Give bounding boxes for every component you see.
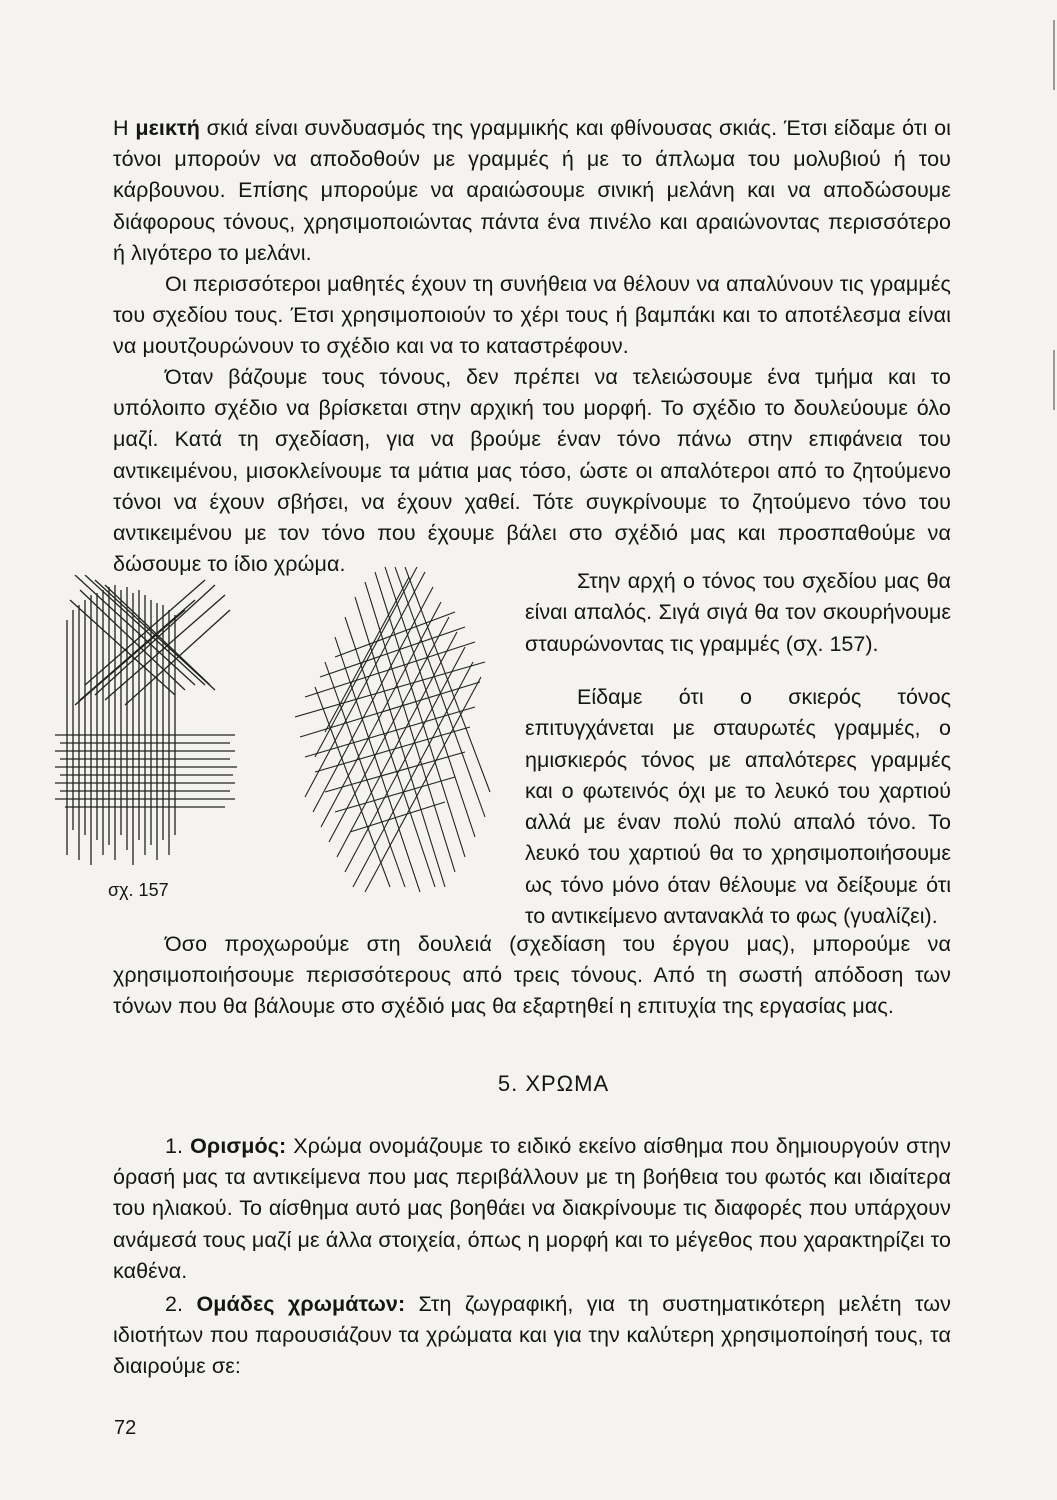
paragraph-tone-types: Είδαμε ότι ο σκιερός τόνος επιτυγχάνεται με σταυρωτές γραμμές, ο ημισκιερός τόνος με απαλότερες γραμμές και ο φωτεινός όχι με το λευκό του χαρτιού αλλά με έναν πολύ πολύ απαλό τόνο. Το λευκό του χαρτιού θα το χρησιμοποιήσουμε ως τόνο μόνο όταν θέλουμε να δείξουμε ότι το αντικείμενο αντανακλά το φως (γυαλίζει). xyxy=(525,685,951,929)
term-definition: Ορισμός: xyxy=(190,1134,287,1158)
scan-edge-mark xyxy=(1053,20,1055,90)
term-mixed: μεικτή xyxy=(135,116,200,140)
paragraph-students-habit: Οι περισσότεροι μαθητές έχουν τη συνήθεια να θέλουν να απαλύνουν τις γραμμές του σχεδίου τους. Έτσι χρησιμοποιούν το χέρι τους ή βαμπάκι και το αποτέλεσμα είναι να μουτζουρώνουν το σχέδιο και να το καταστρέφουν. xyxy=(113,272,951,359)
page-number: 72 xyxy=(114,1417,137,1439)
figure-caption: σχ. 157 xyxy=(108,880,169,900)
paragraph-text: σκιά είναι συνδυασμός της γραμμικής και φθίνουσας σκιάς. Έτσι είδαμε ότι οι τόνοι μπορούν να αποδοθούν με γραμμές ή με το άπλωμα του μολυβιού ή του κάρβουνου. Επίσης μπορούμε να αραιώσουμε σινική μελάνη και να αποδώσουμε διάφορους τόνους, χρησιμοποιώντας πάντα ένα πινέλο και αραιώνοντας περισσότερο ή λιγότερο το μελάνι. xyxy=(113,116,951,265)
paragraph-text: Χρώμα ονομάζουμε το ειδικό εκείνο αίσθημα που δημιουργούν στην όρασή μας τα αντικείμενα που μας περιβάλλουν με τη βοήθεια του φωτός και ιδιαίτερα του ηλιακού. Το αίσθημα αυτό μας βοηθάει να διακρίνουμε τις διαφορές που υπάρχουν ανάμεσά τους μαζί με άλλα στοιχεία, όπως η μορφή και το μέγεθος που χαρακτηρίζει το καθένα. xyxy=(113,1134,951,1283)
paragraph-definition xyxy=(113,1131,951,1287)
item-number: 1. xyxy=(165,1134,191,1158)
item-number: 2. xyxy=(165,1292,197,1316)
paragraph-tone-start: Στην αρχή ο τόνος του σχεδίου μας θα είναι απαλός. Σιγά σιγά θα τον σκουρήνουμε σταυρώνοντας τις γραμμές (σχ. 157). xyxy=(525,569,951,656)
paragraph-mixed-shading xyxy=(113,113,951,269)
figure-157-grid-hatching xyxy=(55,575,240,875)
scan-edge-mark xyxy=(1053,350,1055,410)
paragraph-tones-method: Όταν βάζουμε τους τόνους, δεν πρέπει να τελειώσουμε ένα τμήμα και το υπόλοιπο σχέδιο να βρίσκεται στην αρχική του μορφή. Το σχέδιο το δουλεύουμε όλο μαζί. Κατά τη σχεδίαση, για να βρούμε έναν τόνο πάνω στην επιφάνεια του αντικειμένου, μισοκλείνουμε τα μάτια μας τόσο, ώστε οι απαλότεροι από το ζητούμενο τόνοι να έχουν σβήσει, να έχουν χαθεί. Τότε συγκρίνουμε το ζητούμενο τόνο του αντικειμένου με τον τόνο που έχουμε βάλει στο σχέδιό μας και προσπαθούμε να δώσουμε το ίδιο χρώμα. xyxy=(113,365,951,577)
term-color-groups: Ομάδες χρωμάτων: xyxy=(196,1292,406,1316)
paragraph-more-tones: Όσο προχωρούμε στη δουλειά (σχεδίαση του έργου μας), μπορούμε να χρησιμοποιήσουμε περισσότερους από τρεις τόνους. Από τη σωστή απόδοση των τόνων που θα βάλουμε στο σχέδιό μας θα εξαρτηθεί η επιτυχία της εργασίας μας. xyxy=(113,932,951,1019)
paragraph-color-groups xyxy=(113,1289,951,1383)
paragraph-text: Στη ζωγραφική, για τη συστηματικότερη μελέτη των ιδιοτήτων που παρουσιάζουν τα χρώματα και για την καλύτερη χρησιμοποίησή τους, τα διαιρούμε σε: xyxy=(113,1292,951,1379)
section-heading: 5. ΧΡΩΜΑ xyxy=(497,1071,610,1096)
paragraph-lead: Η xyxy=(113,116,136,140)
figure-157-cross-hatching xyxy=(295,567,495,897)
